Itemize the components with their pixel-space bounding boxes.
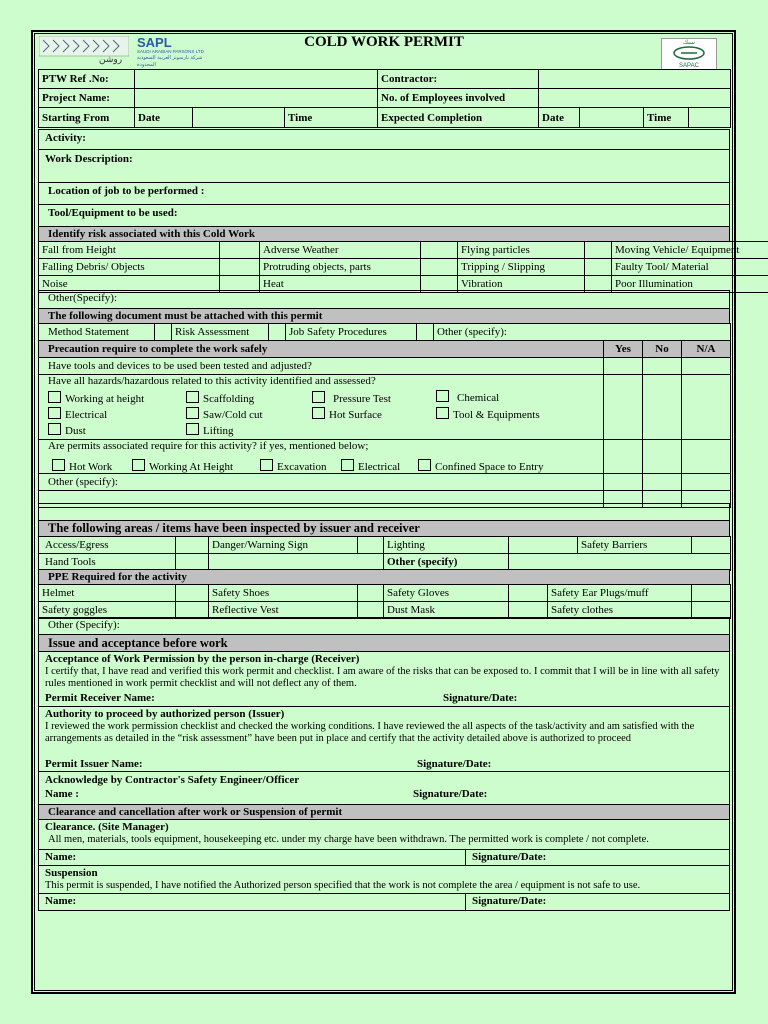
acceptance-section bbox=[38, 651, 730, 707]
acceptance-text: I certify that, I have read and verified this work permit and checklist. I am aware of the risks that can be exposed to. I commit that I will be in line with all safety rules mentioned in work permit checklist and will not deflect any of them. bbox=[45, 666, 720, 689]
ppe-other-label: Other (Specify): bbox=[48, 619, 120, 631]
logo-sapl-sub: SAUDI ARABIAN PARSONS LTD bbox=[137, 49, 204, 54]
permit-confined-space[interactable]: Confined Space to Entry bbox=[418, 459, 543, 473]
checkbox[interactable] bbox=[48, 423, 61, 435]
risk-item: Adverse Weather bbox=[260, 242, 421, 259]
hazard-pressure-test[interactable]: Pressure Test bbox=[312, 391, 391, 405]
contractor-field[interactable] bbox=[539, 70, 731, 89]
hazard-scaffolding[interactable]: Scaffolding bbox=[186, 391, 254, 405]
checkbox[interactable] bbox=[186, 407, 199, 419]
ppe-vest: Reflective Vest bbox=[209, 602, 358, 619]
ppe-check[interactable] bbox=[176, 602, 209, 619]
precaution-heading: Precaution require to complete the work safely bbox=[39, 341, 604, 358]
clearance-signature-label[interactable]: Signature/Date: bbox=[472, 851, 547, 863]
precaution-q3: Are permits associated require for this activity? if yes, mentioned below; bbox=[48, 440, 369, 452]
checkbox[interactable] bbox=[260, 459, 273, 471]
ppe-check[interactable] bbox=[358, 585, 384, 602]
risk-heading: Identify risk associated with this Cold Work bbox=[38, 226, 730, 242]
ppe-shoes: Safety Shoes bbox=[209, 585, 358, 602]
inspect-access: Access/Egress bbox=[39, 537, 176, 554]
checkbox[interactable] bbox=[436, 390, 449, 402]
authority-section bbox=[38, 706, 730, 772]
doc-other[interactable]: Other (specify): bbox=[434, 324, 731, 341]
q3-no[interactable] bbox=[643, 440, 682, 474]
tool-label: Tool/Equipment to be used: bbox=[48, 207, 178, 219]
ack-name-label[interactable]: Name : bbox=[45, 788, 79, 800]
hazard-electrical[interactable]: Electrical bbox=[48, 407, 107, 421]
yes-header: Yes bbox=[604, 341, 643, 358]
risk-item: Noise bbox=[39, 276, 220, 293]
clearance-text: All men, materials, tools equipment, housekeeping etc. under my charge have been withdrawn. The permitted work is complete / not complete. bbox=[48, 834, 649, 845]
doc-check[interactable] bbox=[417, 324, 434, 341]
doc-method-statement: Method Statement bbox=[39, 324, 155, 341]
activity-label: Activity: bbox=[45, 132, 86, 144]
inspect-check[interactable] bbox=[509, 537, 578, 554]
inspect-check[interactable] bbox=[176, 554, 209, 571]
docs-table bbox=[38, 323, 731, 341]
docs-heading: The following document must be attached with this permit bbox=[38, 308, 730, 324]
employees-label: No. of Employees involved bbox=[378, 89, 539, 108]
suspension-name-row bbox=[38, 893, 730, 911]
q1-yes[interactable] bbox=[604, 358, 643, 375]
risk-item: Faulty Tool/ Material bbox=[612, 259, 768, 276]
logo-sapac-text: SAPAC bbox=[679, 63, 699, 69]
ppe-clothes: Safety clothes bbox=[548, 602, 692, 619]
starting-from-label: Starting From bbox=[39, 108, 135, 128]
checkbox[interactable] bbox=[48, 391, 61, 403]
ppe-heading: PPE Required for the activity bbox=[38, 569, 730, 585]
project-name-label: Project Name: bbox=[39, 89, 135, 108]
inspect-hand-tools: Hand Tools bbox=[39, 554, 176, 571]
hazard-chemical[interactable]: Chemical bbox=[436, 390, 499, 404]
checkbox[interactable] bbox=[418, 459, 431, 471]
end-time-field[interactable] bbox=[689, 108, 731, 128]
risk-item: Fall from Height bbox=[39, 242, 220, 259]
work-description-row[interactable] bbox=[38, 149, 730, 183]
inspect-table bbox=[38, 536, 731, 571]
precaution-q3-cell bbox=[39, 440, 604, 474]
inspect-barriers: Safety Barriers bbox=[578, 537, 692, 554]
inspect-check[interactable] bbox=[358, 537, 384, 554]
logo-sapl-arabic: شركة بارسونز العربية السعودية المحدودة bbox=[137, 55, 203, 68]
authority-title: Authority to proceed by authorized person (Issuer) bbox=[45, 708, 285, 720]
precaution-q2-cell bbox=[39, 375, 604, 440]
risk-check[interactable] bbox=[421, 242, 458, 259]
risk-check[interactable] bbox=[220, 242, 260, 259]
ppe-table bbox=[38, 584, 731, 619]
inspect-heading: The following areas / items have been inspected by issuer and receiver bbox=[38, 520, 730, 537]
risk-item: Protruding objects, parts bbox=[260, 259, 421, 276]
checkbox[interactable] bbox=[312, 391, 325, 403]
permit-excavation[interactable]: Excavation bbox=[260, 459, 326, 473]
risk-item: Tripping / Slipping bbox=[458, 259, 585, 276]
q3-yes[interactable] bbox=[604, 440, 643, 474]
location-label: Location of job to be performed : bbox=[48, 185, 205, 197]
doc-jsp: Job Safety Procedures bbox=[286, 324, 417, 341]
risk-check[interactable] bbox=[220, 259, 260, 276]
q2-na[interactable] bbox=[682, 375, 731, 440]
ppe-gloves: Safety Gloves bbox=[384, 585, 509, 602]
ppe-check[interactable] bbox=[358, 602, 384, 619]
divider bbox=[465, 894, 466, 910]
ptw-ref-label: PTW Ref .No: bbox=[39, 70, 135, 89]
q3-na[interactable] bbox=[682, 440, 731, 474]
ppe-ear-plugs: Safety Ear Plugs/muff bbox=[548, 585, 692, 602]
risk-table bbox=[38, 241, 768, 293]
risk-other-label: Other(Specify): bbox=[48, 292, 118, 304]
ppe-check[interactable] bbox=[176, 585, 209, 602]
risk-item: Falling Debris/ Objects bbox=[39, 259, 220, 276]
clearance-title: Clearance. (Site Manager) bbox=[45, 821, 169, 833]
suspension-signature-label[interactable]: Signature/Date: bbox=[472, 895, 547, 907]
ppe-other-row[interactable] bbox=[38, 617, 730, 635]
ppe-goggles: Safety goggles bbox=[39, 602, 176, 619]
checkbox[interactable] bbox=[132, 459, 145, 471]
doc-check[interactable] bbox=[269, 324, 286, 341]
start-time-label: Time bbox=[285, 108, 378, 128]
other-na[interactable] bbox=[682, 474, 731, 491]
blank-spacer-row bbox=[38, 503, 730, 521]
hazard-dust[interactable]: Dust bbox=[48, 423, 86, 437]
end-time-label: Time bbox=[644, 108, 689, 128]
risk-other-row[interactable] bbox=[38, 290, 730, 309]
na-header: N/A bbox=[682, 341, 731, 358]
hazard-lifting[interactable]: Lifting bbox=[186, 423, 234, 437]
other-yes[interactable] bbox=[604, 474, 643, 491]
start-date-label: Date bbox=[135, 108, 193, 128]
clearance-section bbox=[38, 819, 730, 850]
hazard-saw-cold-cut[interactable]: Saw/Cold cut bbox=[186, 407, 263, 421]
suspension-name-label[interactable]: Name: bbox=[45, 895, 77, 907]
checkbox[interactable] bbox=[52, 459, 65, 471]
ptw-ref-field[interactable] bbox=[135, 70, 378, 89]
project-name-field[interactable] bbox=[135, 89, 378, 108]
precaution-other[interactable]: Other (specify): bbox=[39, 474, 604, 491]
clearance-heading: Clearance and cancellation after work or Suspension of permit bbox=[38, 804, 730, 820]
issuer-signature-label[interactable]: Signature/Date: bbox=[417, 758, 492, 770]
other-no[interactable] bbox=[643, 474, 682, 491]
ppe-check[interactable] bbox=[692, 585, 731, 602]
page-title: COLD WORK PERMIT bbox=[304, 34, 464, 50]
logo-left-arabic: روشن bbox=[99, 54, 123, 64]
permit-hot-work[interactable]: Hot Work bbox=[52, 459, 112, 473]
hazard-working-height[interactable]: Working at height bbox=[48, 391, 144, 405]
end-date-label: Date bbox=[539, 108, 580, 128]
risk-item: Moving Vehicle/ Equipment bbox=[612, 242, 768, 259]
risk-item: Vibration bbox=[458, 276, 585, 293]
inspect-blank[interactable] bbox=[209, 554, 384, 571]
logo-sapac-arabic: سبك bbox=[683, 39, 695, 46]
doc-risk-assessment: Risk Assessment bbox=[172, 324, 269, 341]
logo-sapl-text: SAPL bbox=[137, 35, 172, 50]
q2-yes[interactable] bbox=[604, 375, 643, 440]
checkbox[interactable] bbox=[436, 407, 449, 419]
ppe-check[interactable] bbox=[509, 602, 548, 619]
divider bbox=[465, 850, 466, 865]
header-table bbox=[38, 69, 731, 128]
precaution-q2: Have all hazards/hazardous related to this activity identified and assessed? bbox=[48, 375, 376, 387]
issuer-name-label[interactable]: Permit Issuer Name: bbox=[45, 758, 143, 770]
inspect-check[interactable] bbox=[176, 537, 209, 554]
end-date-field[interactable] bbox=[580, 108, 644, 128]
expected-completion-label: Expected Completion bbox=[378, 108, 539, 128]
clearance-name-row bbox=[38, 849, 730, 866]
acceptance-title: Acceptance of Work Permission by the person in-charge (Receiver) bbox=[45, 653, 360, 665]
checkbox[interactable] bbox=[48, 407, 61, 419]
checkbox[interactable] bbox=[186, 423, 199, 435]
activity-row[interactable] bbox=[38, 129, 730, 150]
inspect-check[interactable] bbox=[692, 537, 731, 554]
ppe-check[interactable] bbox=[509, 585, 548, 602]
risk-item: Heat bbox=[260, 276, 421, 293]
suspension-title: Suspension bbox=[45, 867, 98, 879]
suspension-text: This permit is suspended, I have notified the Authorized person specified that the work is not complete the area / equipment is not safe to use. bbox=[45, 880, 641, 891]
doc-check[interactable] bbox=[155, 324, 172, 341]
start-date-field[interactable] bbox=[193, 108, 285, 128]
contractor-label: Contractor: bbox=[378, 70, 539, 89]
precaution-q1: Have tools and devices to be used been tested and adjusted? bbox=[39, 358, 604, 375]
inspect-other-field[interactable] bbox=[509, 554, 731, 571]
location-row[interactable] bbox=[38, 182, 730, 205]
no-header: No bbox=[643, 341, 682, 358]
q2-no[interactable] bbox=[643, 375, 682, 440]
ack-signature-label[interactable]: Signature/Date: bbox=[413, 788, 488, 800]
work-description-label: Work Description: bbox=[45, 153, 133, 165]
suspension-section bbox=[38, 865, 730, 894]
risk-check[interactable] bbox=[585, 259, 612, 276]
employees-field[interactable] bbox=[539, 89, 731, 108]
ppe-dust-mask: Dust Mask bbox=[384, 602, 509, 619]
precaution-table bbox=[38, 340, 731, 508]
permit-working-height[interactable]: Working At Height bbox=[132, 459, 233, 473]
q1-na[interactable] bbox=[682, 358, 731, 375]
q1-no[interactable] bbox=[643, 358, 682, 375]
risk-check[interactable] bbox=[421, 259, 458, 276]
ppe-helmet: Helmet bbox=[39, 585, 176, 602]
issue-heading: Issue and acceptance before work bbox=[38, 634, 730, 652]
hazard-hot-surface[interactable]: Hot Surface bbox=[312, 407, 382, 421]
inspect-other-label: Other (specify) bbox=[384, 554, 509, 571]
inspect-danger-sign: Danger/Warning Sign bbox=[209, 537, 358, 554]
receiver-name-label[interactable]: Permit Receiver Name: bbox=[45, 692, 155, 704]
risk-check[interactable] bbox=[585, 242, 612, 259]
risk-item: Flying particles bbox=[458, 242, 585, 259]
permit-electrical[interactable]: Electrical bbox=[341, 459, 400, 473]
clearance-name-label[interactable]: Name: bbox=[45, 851, 77, 863]
tool-row[interactable] bbox=[38, 204, 730, 227]
hazard-tool-equipment[interactable]: Tool & Equipments bbox=[436, 407, 540, 421]
ack-section bbox=[38, 771, 730, 805]
risk-item: Poor Illumination bbox=[612, 276, 768, 293]
receiver-signature-label[interactable]: Signature/Date: bbox=[443, 692, 518, 704]
ack-title: Acknowledge by Contractor's Safety Engineer/Officer bbox=[45, 774, 300, 786]
ppe-check[interactable] bbox=[692, 602, 731, 619]
authority-text: I reviewed the work permission checklist and checked the working conditions. I have reviewed the all aspects of the task/activity and am satisfied with the arrangements as detailed in the “risk assessment” have been put in place and certify that the activity detailed above is authorized to proceed bbox=[45, 721, 695, 744]
inspect-lighting: Lighting bbox=[384, 537, 509, 554]
checkbox[interactable] bbox=[341, 459, 354, 471]
checkbox[interactable] bbox=[312, 407, 325, 419]
checkbox[interactable] bbox=[186, 391, 199, 403]
